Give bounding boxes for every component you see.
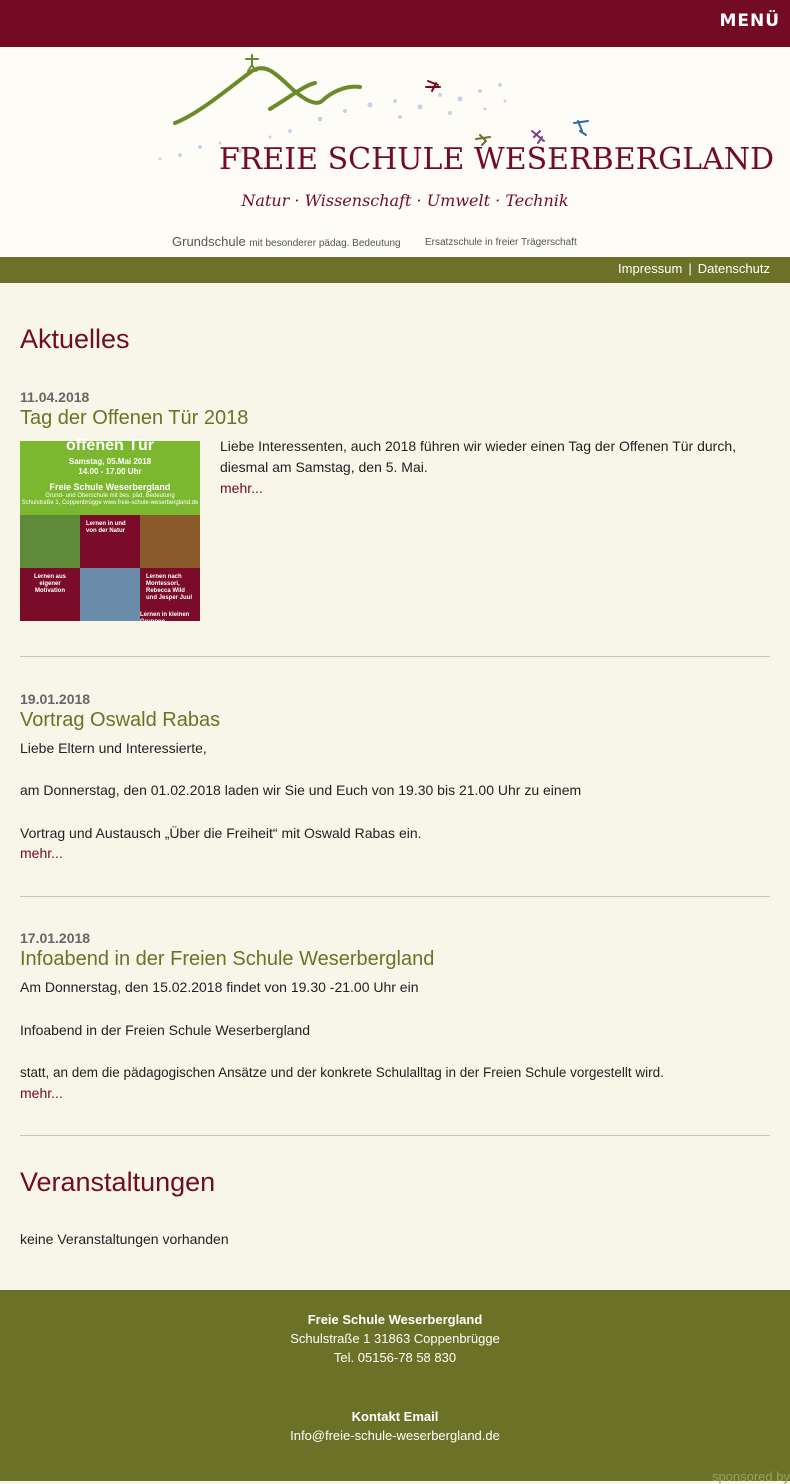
top-bar (0, 0, 790, 47)
read-more-link[interactable]: mehr... (20, 845, 63, 861)
image-label-cell (80, 515, 140, 568)
logo-grund-main: Grundschule (172, 234, 246, 249)
image-text-headline: offenen Tür (66, 437, 154, 454)
image-photo (80, 568, 140, 621)
news-date: 17.01.2018 (20, 930, 91, 946)
site-logo[interactable] (0, 47, 790, 257)
news-image[interactable] (20, 437, 200, 625)
image-text-date (20, 457, 200, 477)
image-photo (140, 515, 200, 568)
news-paragraph: Vortrag und Austausch „Über die Freiheit“ mit Oswald Rabas ein. (20, 825, 422, 841)
subnav-separator: | (688, 261, 692, 276)
logo-ersatzschule: Ersatzschule in freier Trägerschaft (425, 237, 577, 248)
logo-grundschule (172, 234, 401, 249)
menu-button[interactable]: MENÜ (719, 11, 780, 31)
sub-navigation (0, 257, 790, 283)
footer-email-link[interactable]: Info@freie-schule-weserbergland.de (290, 1428, 500, 1443)
image-text-details (20, 493, 200, 507)
impressum-link[interactable]: Impressum (618, 261, 683, 276)
footer-address: Schulstraße 1 31863 Coppenbrügge (290, 1331, 500, 1346)
image-date-line: Samstag, 05.Mai 2018 (68, 457, 152, 466)
news-teaser (220, 436, 770, 478)
image-cell-text: Lernen in und von der Natur (86, 521, 126, 534)
footer-phone: Tel. 05156-78 58 830 (333, 1350, 457, 1365)
news-paragraph: Am Donnerstag, den 15.02.2018 findet von 19.30 -21.00 Uhr ein (20, 979, 419, 995)
image-photo (20, 515, 80, 568)
logo-name: FREIE SCHULE WESERBERGLAND (219, 142, 775, 177)
news-heading: Aktuelles (20, 324, 130, 354)
image-text-school: Freie Schule Weserbergland (49, 482, 171, 492)
image-label-cell (140, 568, 200, 625)
sponsored-by: sponsored by (711, 1469, 790, 1484)
image-address-line: Schulstraße 1, Coppenbrügge www.freie-schule-weserbergland.de (21, 500, 199, 506)
footer (0, 1290, 790, 1481)
image-cell-text: Lernen aus eigener Motivation (33, 574, 66, 594)
news-date: 19.01.2018 (20, 691, 91, 707)
logo-grund-small: mit besonderer pädag. Bedeutung (249, 238, 401, 249)
divider (20, 896, 770, 897)
footer-email-label: Kontakt Email (351, 1409, 439, 1424)
image-label-cell (20, 568, 80, 621)
news-title[interactable]: Infoabend in der Freien Schule Weserbergland (20, 948, 435, 970)
news-teaser-line: diesmal am Samstag, den 5. Mai. (220, 459, 428, 475)
news-paragraph: Liebe Eltern und Interessierte, (20, 740, 207, 756)
image-cell-text: Lernen in kleinen Gruppen (140, 612, 190, 625)
news-title[interactable]: Tag der Offenen Tür 2018 (20, 407, 249, 429)
news-teaser-line: Liebe Interessenten, auch 2018 führen wir wieder einen Tag der Offenen Tür durch, (220, 438, 737, 454)
image-cell-text: Lernen nach Montessori, Rebecca Wild und Jesper Juul (146, 574, 193, 601)
image-photo-grid (20, 515, 200, 625)
logo-tagline: Natur · Wissenschaft · Umwelt · Technik (241, 191, 569, 210)
news-title[interactable]: Vortrag Oswald Rabas (20, 709, 221, 731)
events-heading: Veranstaltungen (20, 1167, 216, 1197)
image-detail-line: Grund- und Oberschule mit bes. päd. Bedeutung (45, 493, 175, 499)
events-empty-message: keine Veranstaltungen vorhanden (20, 1231, 229, 1247)
read-more-link[interactable]: mehr... (220, 480, 263, 496)
news-paragraph: Infoabend in der Freien Schule Weserbergland (20, 1022, 311, 1038)
read-more-link[interactable]: mehr... (20, 1085, 63, 1101)
image-time-line: 14.00 - 17.00 Uhr (78, 467, 142, 476)
footer-org: Freie Schule Weserbergland (307, 1312, 483, 1327)
divider (20, 656, 770, 657)
news-date: 11.04.2018 (20, 389, 90, 405)
datenschutz-link[interactable]: Datenschutz (697, 261, 770, 276)
divider (20, 1135, 770, 1136)
news-paragraph: am Donnerstag, den 01.02.2018 laden wir Sie und Euch von 19.30 bis 21.00 Uhr zu einem (20, 782, 582, 798)
news-paragraph: statt, an dem die pädagogischen Ansätze und der konkrete Schulalltag in der Freien Schule vorgestellt wird. (20, 1065, 664, 1080)
